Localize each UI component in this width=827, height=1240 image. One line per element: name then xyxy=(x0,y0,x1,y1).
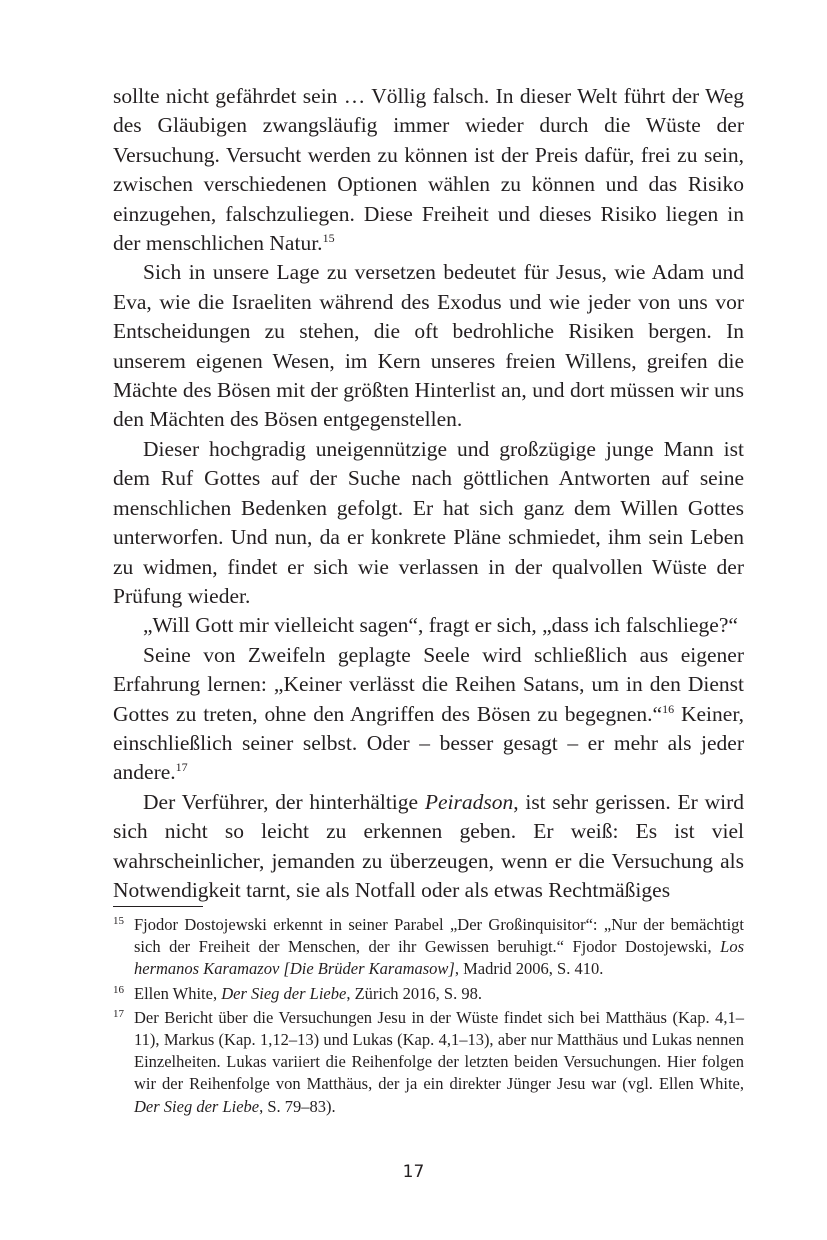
footnote-16: 16 Ellen White, Der Sieg der Liebe, Zürich 2016, S. 98. xyxy=(113,983,744,1005)
page-number: 17 xyxy=(402,1162,425,1182)
footnote-ref-17[interactable]: 17 xyxy=(175,760,188,775)
paragraph-4: „Will Gott mir vielleicht sagen“, fragt er sich, „dass ich falschliege?“ xyxy=(143,613,738,638)
paragraph-2: Sich in unsere Lage zu versetzen bedeutet für Jesus, wie Adam und Eva, wie die Israeliten während des Exodus und wie jeder von uns vor Entscheidungen zu stehen, die oft bedrohliche Risiken bergen. In unserem eigenen Wesen, im Kern unseres freien Willens, greifen die Mächte des Bösen mit der größten Hinterlist an, und dort müssen wir uns den Mächten des Bösen entgegenstellen. xyxy=(113,260,744,432)
main-text xyxy=(113,82,744,905)
paragraph-6: Der Verführer, der hinterhältige Peiradson, ist sehr gerissen. Er wird sich nicht so leicht zu erkennen geben. Er weiß: Es ist viel wahrscheinlicher, jemanden zu überzeugen, wenn er die Versuchung als Notwendigkeit tarnt, sie als Notfall oder als etwas Rechtmäßiges xyxy=(113,789,744,902)
footnote-divider xyxy=(113,906,203,907)
footnote-15: 15 Fjodor Dostojewski erkennt in seiner Parabel „Der Großinquisitor“: „Nur der bemächtigt sich der Freiheit der Menschen, der ihr Gewissen beruhigt.“ Fjodor Dostojewski, Los hermanos Karamazov [Die Brüder Karamasow], Madrid 2006, S. 410. xyxy=(113,914,744,981)
paragraph-1: sollte nicht gefährdet sein … Völlig falsch. In dieser Welt führt der Weg des Gläubigen zwangsläufig immer wieder durch die Wüste der Versuchung. Versucht werden zu können ist der Preis dafür, frei zu sein, zwischen verschiedenen Optionen wählen zu können und das Risiko einzugehen, falschzuliegen. Diese Freiheit und dieses Risiko liegen in der menschlichen Natur.$^{15}$ xyxy=(113,84,744,256)
footnote-number: 17 xyxy=(113,1007,124,1020)
footnote-ref-16[interactable]: 16 xyxy=(662,701,675,716)
paragraph-5: Seine von Zweifeln geplagte Seele wird schließlich aus eigener Erfahrung lernen: „Keiner verlässt die Reihen Satans, um in den Dienst Gottes zu treten, ohne den Angriffen des Bösen zu begegnen.“$^{16}$ Keiner, einschließlich seiner selbst. Oder – besser gesagt – er mehr als jeder andere.$^{17}$ xyxy=(113,642,744,785)
footnote-number: 16 xyxy=(113,983,124,996)
paragraph-3: Dieser hochgradig uneigennützige und großzügige junge Mann ist dem Ruf Gottes auf der Suche nach göttlichen Antworten auf seine menschlichen Bedenken gefolgt. Er hat sich ganz dem Willen Gottes unterworfen. Und nun, da er konkrete Pläne schmiedet, ihm sein Leben zu widmen, findet er sich wie verlassen in der qualvollen Wüste der Prüfung wieder. xyxy=(113,436,744,608)
footnote-17: 17 Der Bericht über die Versuchungen Jesu in der Wüste findet sich bei Matthäus (Kap. 4,1–11), Markus (Kap. 1,12–13) und Lukas (Kap. 4,1–13), aber nur Matthäus und Lukas nennen Einzelheiten. Lukas variiert die Reihenfolge der letzten beiden Versuchungen. Hier folgen wir der Reihenfolge von Matthäus, der ja ein direkter Jünger Jesu war (vgl. Ellen White, Der Sieg der Liebe, S. 79–83). xyxy=(113,1007,744,1118)
footnotes xyxy=(113,914,744,1120)
footnote-number: 15 xyxy=(113,915,124,927)
footnote-ref-15[interactable]: 15 xyxy=(322,230,335,245)
